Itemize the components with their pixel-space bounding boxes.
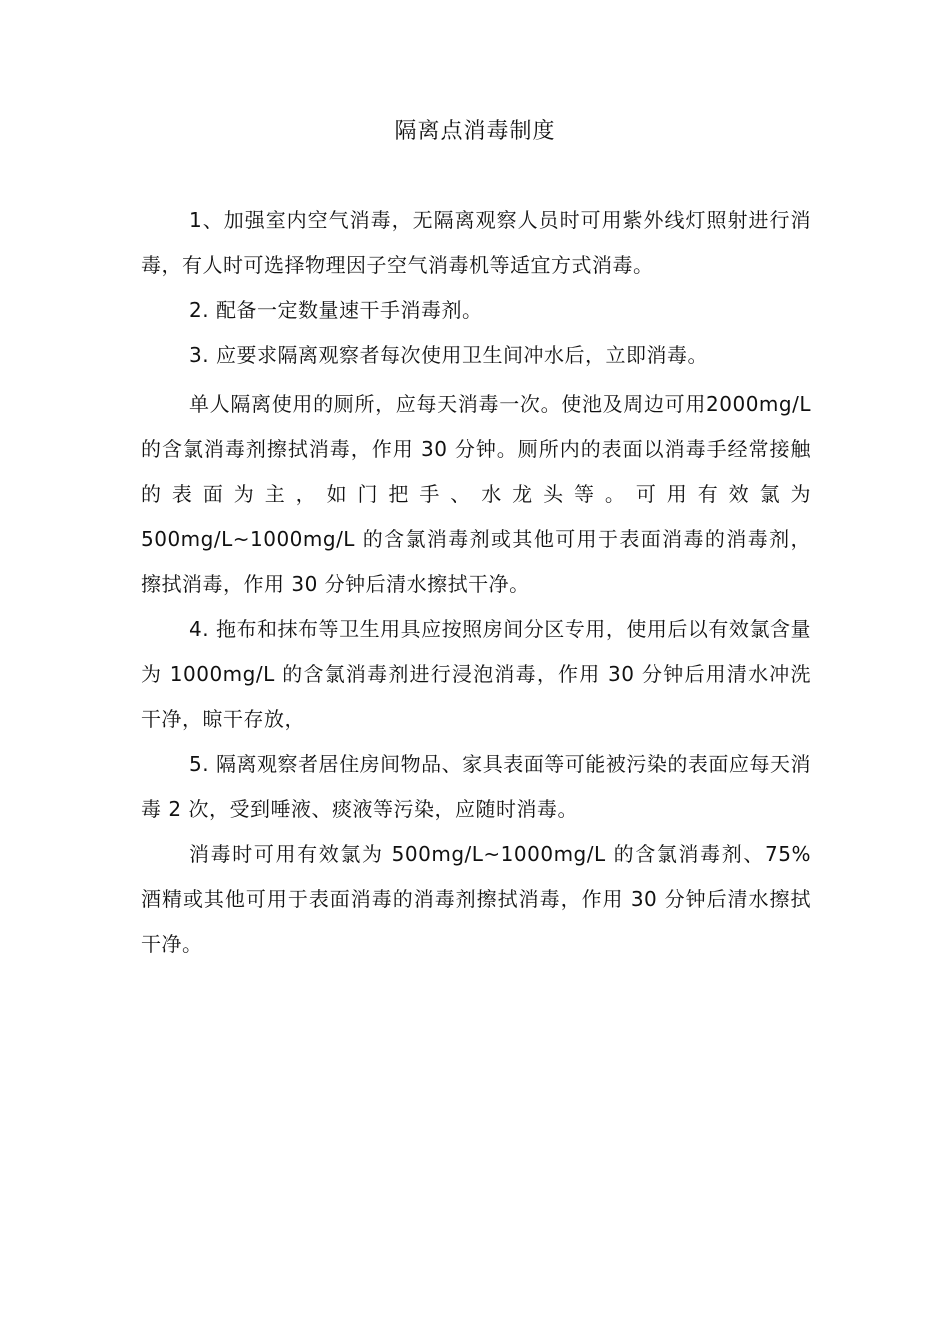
paragraph-mops-cloths: 4. 拖布和抹布等卫生用具应按照房间分区专用，使用后以有效氯含量为 1000mg/L 的含氯消毒剂进行浸泡消毒，作用 30 分钟后用清水冲洗干净，晾干存放， <box>141 617 811 731</box>
paragraph-single-toilet: 单人隔离使用的厕所，应每天消毒一次。使池及周边可用2000mg/L 的含氯消毒剂擦拭消毒，作用 30 分钟。厕所内的表面以消毒手经常接触的表面为主，如门把手、水龙头等。可用有效氯为 500mg/L~1000mg/L 的含氯消毒剂或其他可用于表面消毒的消毒剂，擦拭消毒，作用 30 分钟后清水擦拭干净。 <box>141 392 811 596</box>
paragraph-room-surfaces: 5. 隔离观察者居住房间物品、家具表面等可能被污染的表面应每天消毒 2 次，受到唾液、痰液等污染，应随时消毒。 <box>141 752 811 821</box>
paragraph-air-disinfection: 1、加强室内空气消毒，无隔离观察人员时可用紫外线灯照射进行消毒，有人时可选择物理因子空气消毒机等适宜方式消毒。 <box>141 208 811 277</box>
paragraph-disinfection-method: 消毒时可用有效氯为 500mg/L~1000mg/L 的含氯消毒剂、75%酒精或其他可用于表面消毒的消毒剂擦拭消毒，作用 30 分钟后清水擦拭干净。 <box>141 842 811 956</box>
document-title: 隔离点消毒制度 <box>394 119 556 144</box>
paragraph-toilet-flush: 3. 应要求隔离观察者每次使用卫生间冲水后，立即消毒。 <box>189 343 708 367</box>
document-body <box>141 198 811 967</box>
paragraph-hand-sanitizer: 2. 配备一定数量速干手消毒剂。 <box>189 298 483 322</box>
